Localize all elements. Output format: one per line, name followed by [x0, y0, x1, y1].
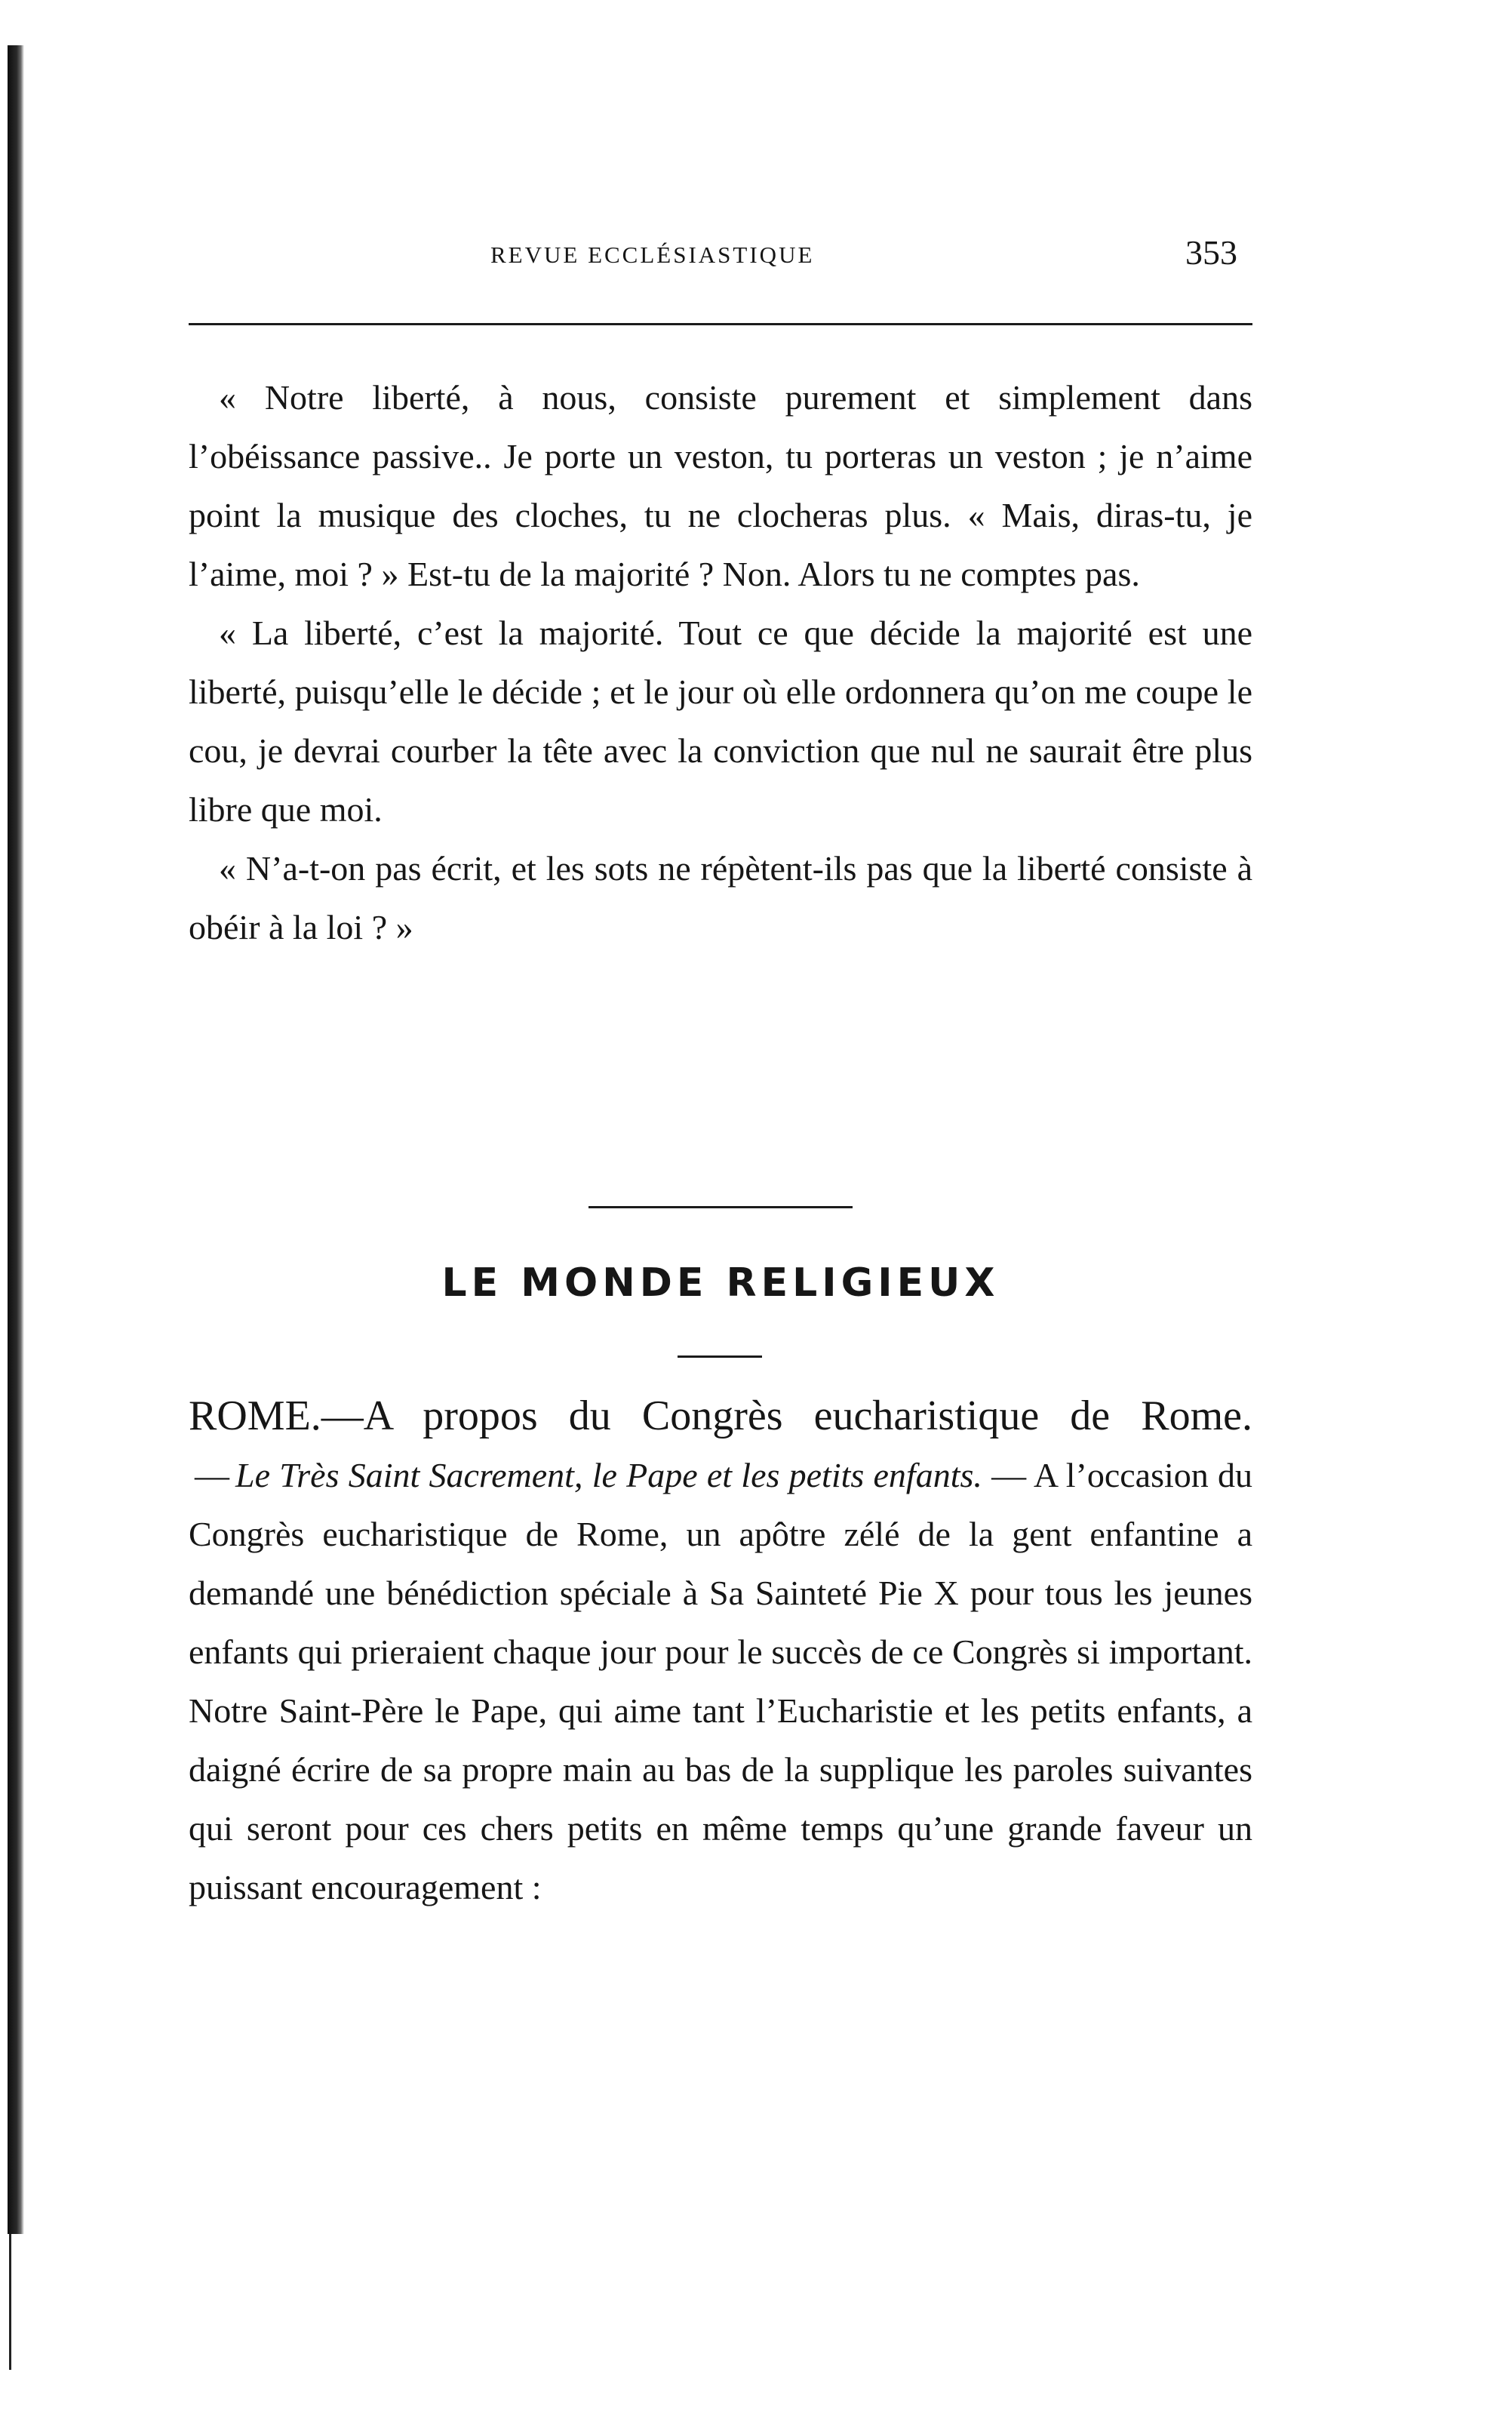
quoted-passage	[189, 368, 1252, 957]
running-title: REVUE ECCLÉSIASTIQUE	[490, 242, 815, 268]
quote-paragraph: « N’a-t-on pas écrit, et les sots ne répètent-ils pas que la liberté consiste à obéir à la loi ? »	[189, 849, 1252, 946]
article-body-text: — A l’occasion du Congrès eucharistique de Rome, un apôtre zélé de la gent enfantine a demandé une bénédiction spéciale à Sa Sainteté Pie X pour tous les jeunes enfants qui prieraient chaque jour pour le succès de ce Congrès si important. Notre Saint-Père le Pape, qui aime tant l’Eucharistie et les petits enfants, a daigné écrire de sa propre main au bas de la supplique les paroles suivantes qui seront pour ces chers petits en même temps qu’une grande faveur un puissant encouragement :	[189, 1456, 1252, 1906]
article-title: ROME.—A propos du Congrès eucharistique de Rome.	[189, 1392, 1252, 1439]
book-binding-edge	[8, 45, 24, 2234]
page-number: 353	[1185, 233, 1237, 272]
quote-paragraph: « Notre liberté, à nous, consiste purement et simplement dans l’obéissance passive.. Je porte un veston, tu porteras un veston ; je n’aime point la musique des cloches, tu ne clocheras plus. « Mais, diras-tu, je l’aime, moi ? » Est-tu de la majorité ? Non. Alors tu ne comptes pas.	[189, 378, 1252, 593]
running-head	[189, 232, 1252, 278]
title-dash: —	[195, 1456, 229, 1494]
section-heading: LE MONDE RELIGIEUX	[441, 1260, 1000, 1306]
article-body-paragraph	[189, 1446, 1252, 1917]
section-separator-rule	[589, 1206, 853, 1208]
header-rule	[189, 323, 1252, 325]
article	[189, 1386, 1252, 1917]
heading-underline-rule	[678, 1355, 762, 1358]
quote-paragraph: « La liberté, c’est la majorité. Tout ce que décide la majorité est une liberté, puisqu’elle le décide ; et le jour où elle ordonnera qu’on me coupe le cou, je devrai courber la tête avec la conviction que nul ne saurait être plus libre que moi.	[189, 614, 1252, 829]
article-subtitle: Le Très Saint Sacrement, le Pape et les petits enfants.	[235, 1456, 982, 1494]
